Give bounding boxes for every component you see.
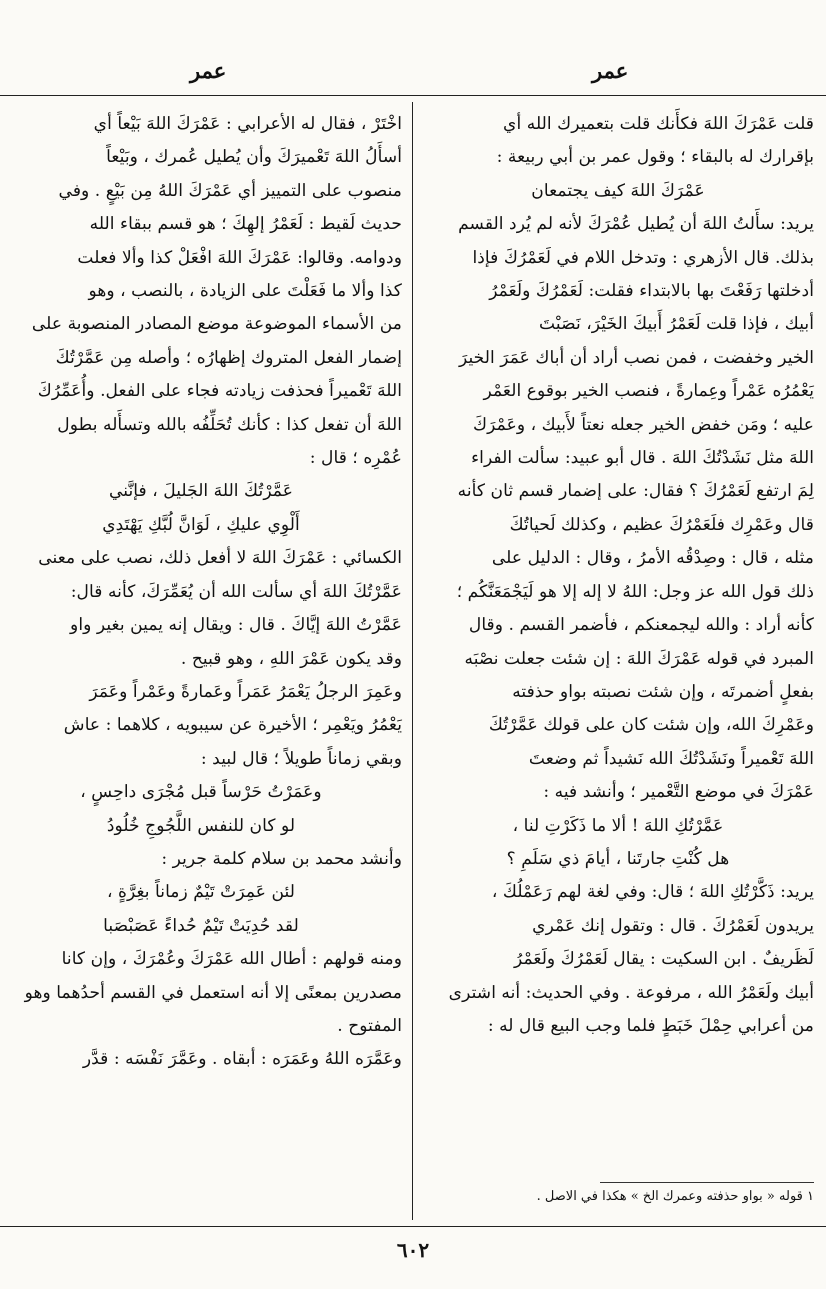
page-number: ٦٠٢ <box>396 1238 430 1262</box>
text-line: الكسائي : عَمْرَكَ اللهَ لا أفعل ذلك، نصب على معنى <box>38 548 402 569</box>
right-column <box>422 108 814 1043</box>
text-line: المفتوح . <box>337 1015 402 1036</box>
text-line: حديث لَقيط : لَعَمْرُ إلهِكَ ؛ هو قسم ببقاء الله <box>89 214 402 235</box>
footer-rule <box>0 1226 826 1227</box>
text-line: الخير وخفضت ، فمن نصب أراد أن أباك عَمَرَ الخيرَ <box>458 347 814 368</box>
text-line: قلت عَمْرَكَ اللهَ فكأَنك قلت بتعميرك الله أي <box>503 114 814 134</box>
text-line: أبيك ولَعَمْرُ الله ، مرفوعة . وفي الحديث: أنه اشترى <box>448 982 814 1003</box>
text-line: مثله ، قال : وصِدْقُه الأمرُ ، وقال : الدليل على <box>491 548 814 569</box>
text-line: يريد: ذَكَّرْتُكِ اللهَ ؛ قال: وفي لغة لهم رَعَمْلُكَ ، <box>491 882 814 903</box>
text-line: عَمْرَكَ في موضع التَّعْمير ؛ وأنشد فيه : <box>543 782 814 803</box>
running-header-left: عمر <box>190 58 227 83</box>
text-line: لِمَ ارتفع لَعَمْرُكَ ؟ فقال: على إضمار قسم ثان كأنه <box>457 481 814 502</box>
text-line: كذا وألا ما فَعَلْتَ على الزيادة ، بالنصب ، وهو <box>88 281 402 302</box>
text-line: أسأَلُ اللهَ تَعْميرَكَ وأن يُطيل عُمرك ، وبَيْعاً <box>106 147 402 168</box>
text-line: بفعلٍ أضمرتَه ، وإن شئت نصبته بواو حذفته <box>512 681 814 702</box>
verse-line: لقد حُدِيَتْ تَيْمٌ حُداءً عَصَبْصَبا <box>103 915 299 936</box>
verse-line: أَلْوِي عليكِ ، لَوَانَّ لُبَّكِ يَهْتَدِي <box>102 514 300 535</box>
text-line: وأنشد محمد بن سلام كلمة جرير : <box>161 848 402 869</box>
verse-line: وعَمَرْتُ حَرْساً قبل مُجْرَى داحِسٍ ، <box>80 782 322 803</box>
text-line: يَعْمُرُ ويَعْمِر ؛ الأخيرة عن سيبويه ، كلاهما : عاش <box>63 715 402 736</box>
text-line: بإقرارك له بالبقاء ؛ وقول عمر بن أبي ربيعة : <box>496 147 814 168</box>
left-column <box>0 108 402 1077</box>
verse-line: عَمَّرْتُكَ اللهَ الجَليلَ ، فإنَّني <box>108 481 293 502</box>
text-line: عَمَّرْتُ اللهَ إيَّاكَ . قال : ويقال إنه يمين بغير واو <box>70 615 402 636</box>
text-line: ودوامه. وقالوا: عَمْرَكَ اللهَ افْعَلْ كذا وألا فعلت <box>77 247 402 268</box>
text-line: وقد يكون عَمْرَ اللهِ ، وهو قبيح . <box>180 648 402 669</box>
text-line: منصوب على التمييز أي عَمْرَكَ اللهُ مِن بَيْعٍ . وفي <box>58 180 402 201</box>
text-line: يريد: سأَلتُ اللهَ أن يُطيل عُمْرَكَ لأنه لم يُرد القسم <box>458 214 814 235</box>
text-line: من الأسماء الموضوعة موضع المصادر المنصوبة على <box>31 314 402 335</box>
text-line: المبرد في قوله عَمْرَكَ اللهَ : إن شئت جعلت نصْبَه <box>464 648 814 669</box>
text-line: مصدرين بمعنًى إلا أنه استعمل في القسم أحدُهما وهو <box>24 982 402 1003</box>
text-line: وبقي زماناً طويلاً ؛ قال لبيد : <box>200 748 402 769</box>
running-header-right: عمر <box>592 58 629 83</box>
text-line: ذلك قول الله عز وجل: اللهُ لا إله إلا هو لَيَجْمَعَنَّكُم ؛ <box>456 581 814 602</box>
verse-line: عَمْرَكَ اللهَ كيف يجتمعان <box>531 180 705 201</box>
header-rule <box>0 95 826 96</box>
footnote-rule <box>600 1182 814 1183</box>
text-line: يَعْمُرُه عَمْراً وعِمارةً ، فنصب الخير بوقوع العَمْر <box>483 381 814 402</box>
text-line: اللهَ تَعْميراً ونَشَدْتُكَ الله نَشيداً ثم وضعتَ <box>528 748 814 769</box>
text-line: ومنه قولهم : أطال الله عَمْرَكَ وعُمْرَكَ ، وإن كانا <box>61 949 402 970</box>
text-line: وعَمْرِكَ الله، وإن شئت كان على قولك عَمَّرْتُكَ <box>488 715 814 736</box>
text-line: كأنه أراد : والله ليجمعنكم ، فأضمر القسم . وقال <box>468 615 814 636</box>
text-line: قال وعَمْرِك فلَعَمْرُكَ عظيم ، وكذلك لَحياتُكَ <box>509 514 814 535</box>
footnote: ١ قوله « بواو حذفته وعمرك الخ » هكذا في الاصل . <box>536 1189 814 1204</box>
text-line: اللهَ تَعْميراً فحذفت زيادته فجاء على الفعل. وأُعَمِّرُكَ <box>37 381 402 402</box>
verse-line: لو كان للنفس اللَّجُوجِ خُلُودُ <box>106 815 296 836</box>
verse-line: هل كُنْتِ جارتَنا ، أيامَ ذي سَلَمِ ؟ <box>506 848 730 869</box>
text-line: اللهَ أن تفعل كذا : كأنك تُحَلِّفُه بالله وتسأَله بطول <box>57 414 402 435</box>
text-line: أبيك ، فإذا قلت لَعَمْرُ أَبيكَ الخَيْرَ، نَصَبْتَ <box>539 314 814 335</box>
text-line: عليه ؛ ومَن خفض الخير جعله نعتاً لأَبيك ، وعَمْرَكَ <box>473 414 814 435</box>
text-line: وعَمَّرَه اللهُ وعَمَرَه : أبقاه . وعَمَّرَ نَفْسَه : قدَّر <box>82 1049 402 1070</box>
text-line: لَظَريفٌ . ابن السكيت : يقال لَعَمْرُكَ ولَعَمْرُ <box>513 949 814 970</box>
text-line: إضمار الفعل المتروك إظهارُه ؛ وأصله مِن عَمَّرْتُكَ <box>55 347 402 368</box>
text-line: اللهَ مثل نَشَدْتُكَ اللهَ . قال أبو عبيد: سألت الفراء <box>471 448 814 469</box>
column-divider <box>412 102 413 1220</box>
verse-line: عَمَّرْتُكِ اللهَ ! ألا ما ذَكَرْتِ لنا ، <box>512 815 724 836</box>
verse-line: لئن عَمِرَتْ تَيْمٌ زماناً بغِرَّةٍ ، <box>107 882 295 903</box>
text-line: من أعرابي حِمْلَ خَبَطٍ فلما وجب البيع قال له : <box>487 1015 814 1036</box>
text-line: أدخلتها رَفَعْتَ بها بالابتداء فقلت: لَعَمْرُكَ ولَعَمْرُ <box>489 281 814 302</box>
text-line: وعَمِرَ الرجلُ يَعْمَرُ عَمَراً وعَمارةً وعَمْراً وعَمَرَ <box>89 681 402 702</box>
text-line: اخْتَرْ ، فقال له الأعرابي : عَمْرَكَ اللهَ بَيْعاً أي <box>93 114 402 134</box>
text-line: يريدون لَعَمْرُكَ . قال : وتقول إنك عَمْري <box>532 915 814 936</box>
text-line: عَمَّرْتُكَ اللهَ أي سألت الله أن يُعَمِّرَكَ، كأنه قال: <box>70 581 402 602</box>
text-line: عُمْرِه ؛ قال : <box>309 448 402 469</box>
text-line: بذلك. قال الأزهري : وتدخل اللام في لَعَمْرُكَ فإذا <box>472 247 814 268</box>
